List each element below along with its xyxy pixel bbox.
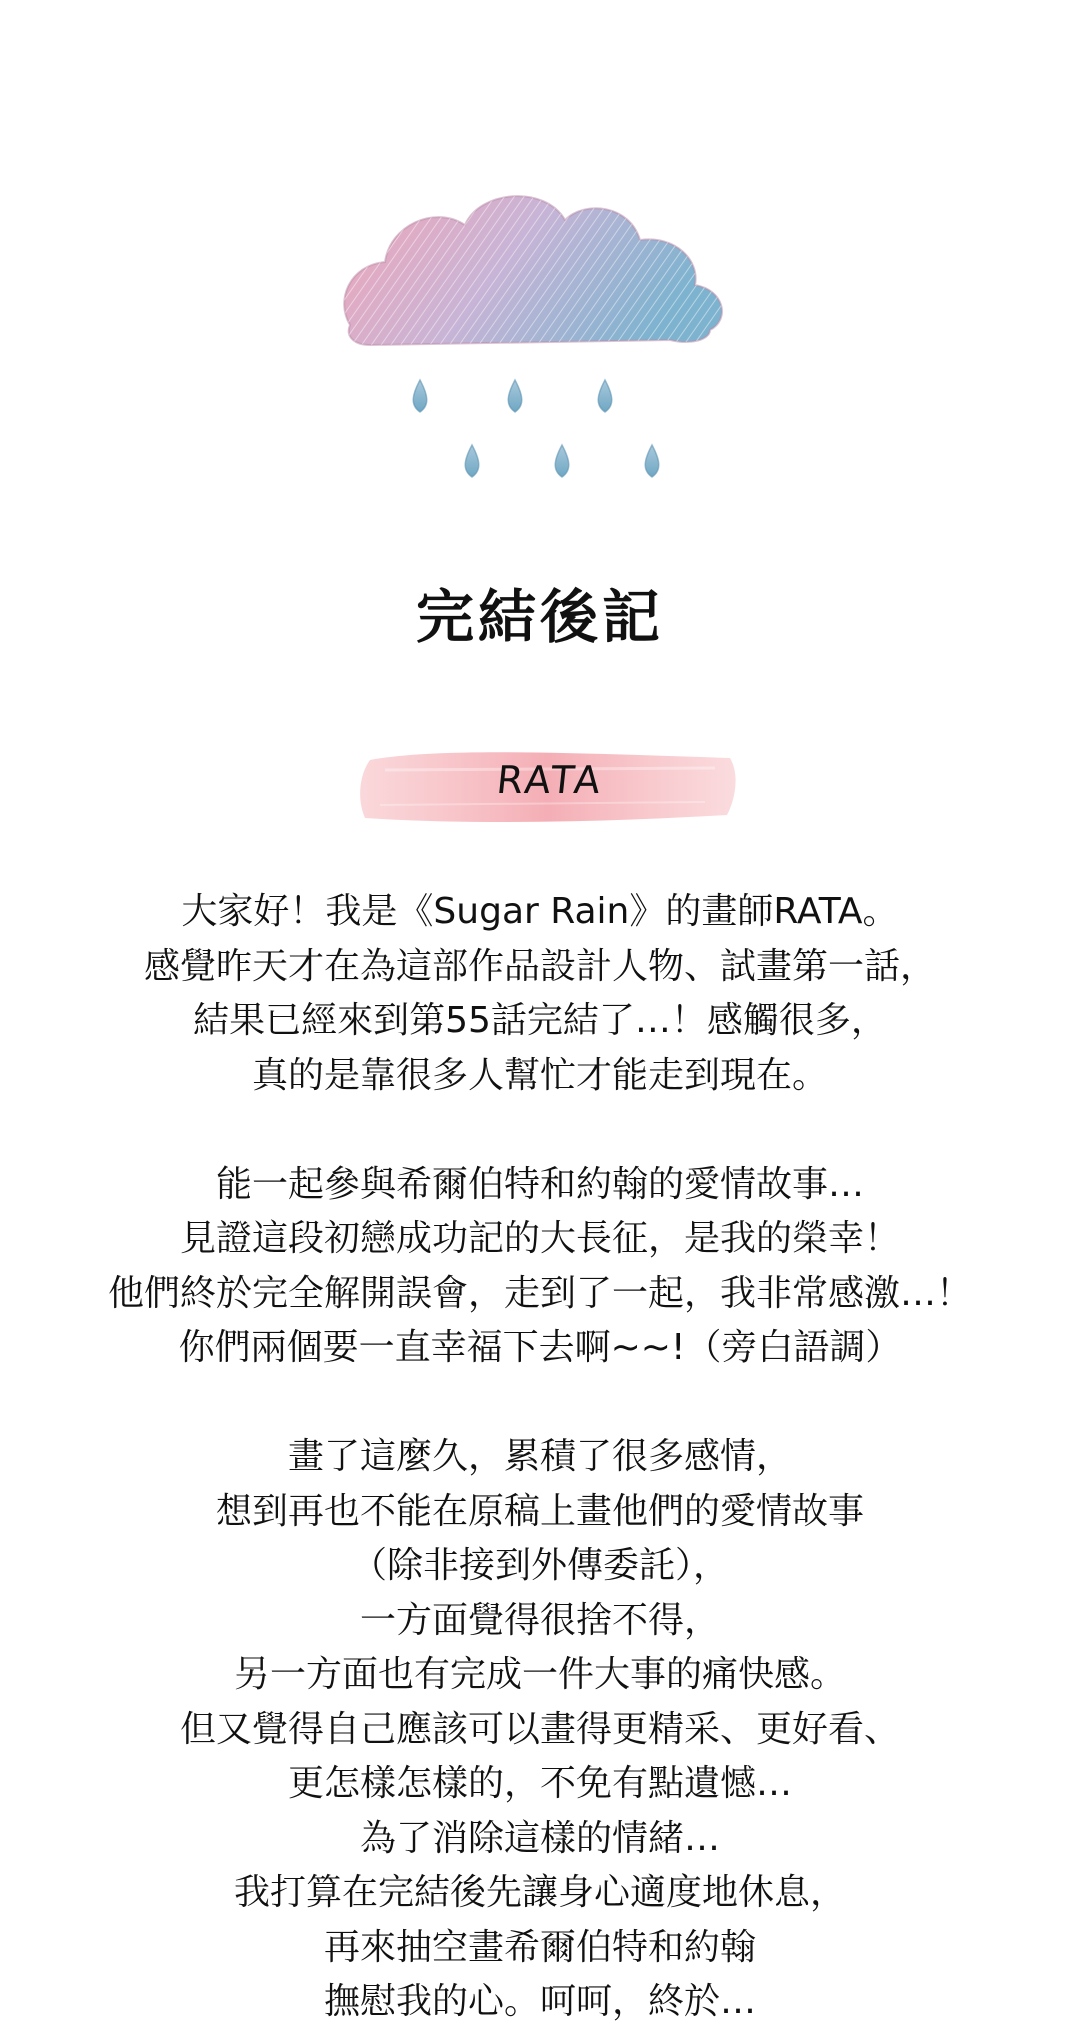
text-line: 撫慰我的心。呵呵，終於… [323,1981,756,2022]
afterword-body [0,885,1080,2030]
raindrop-icon [413,380,427,412]
text-line: 一方面覺得很捨不得， [359,1599,720,1641]
text-line: （除非接到外傳委託）， [350,1545,729,1586]
paragraph-spacer [0,1376,1080,1431]
text-line: 再來抽空畫希爾伯特和約翰 [323,1926,756,1968]
text-line: 見證這段初戀成功記的大長征，是我的榮幸！ [179,1218,900,1259]
text-line: 另一方面也有完成一件大事的痛快感。 [233,1654,846,1695]
text-line: 想到再也不能在原稿上畫他們的愛情故事 [215,1490,864,1532]
text-line: 真的是靠很多人幫忙才能走到現在。 [251,1054,828,1096]
raindrops [413,380,659,477]
text-line: 感覺昨天才在為這部作品設計人物、試畫第一話， [143,945,936,987]
text-line: 能一起參與希爾伯特和約翰的愛情故事… [215,1163,864,1205]
text-line: 你們兩個要一直幸福下去啊~~!（旁白語調） [178,1327,902,1368]
paragraph-3 [0,1430,1080,2030]
raindrop-icon [465,445,479,477]
text-line: 畫了這麼久，累積了很多感情， [287,1436,792,1477]
text-line: 為了消除這樣的情緒… [359,1817,720,1859]
author-name: RATA [494,758,606,802]
raindrop-icon [645,445,659,477]
raindrop-icon [598,380,612,412]
text-line: 他們終於完全解開誤會，走到了一起，我非常感激…！ [107,1272,972,1314]
raindrop-icon [555,445,569,477]
paragraph-2 [0,1158,1080,1376]
text-line: 但又覺得自己應該可以畫得更精采、更好看、 [179,1708,900,1750]
text-line: 結果已經來到第55話完結了…！感觸很多， [193,1000,887,1041]
text-line: 我打算在完結後先讓身心適度地休息， [233,1872,846,1913]
raindrop-icon [508,380,522,412]
text-line: 更怎樣怎樣的，不免有點遺憾… [287,1763,792,1804]
paragraph-1 [0,885,1080,1103]
author-banner [355,730,745,840]
rain-cloud-illustration [330,180,750,520]
cloud-shape [344,196,722,345]
text-line: 大家好！我是《Sugar Rain》的畫師RATA。 [181,891,899,932]
page-title: 完結後記 [415,583,664,651]
paragraph-spacer [0,1103,1080,1158]
